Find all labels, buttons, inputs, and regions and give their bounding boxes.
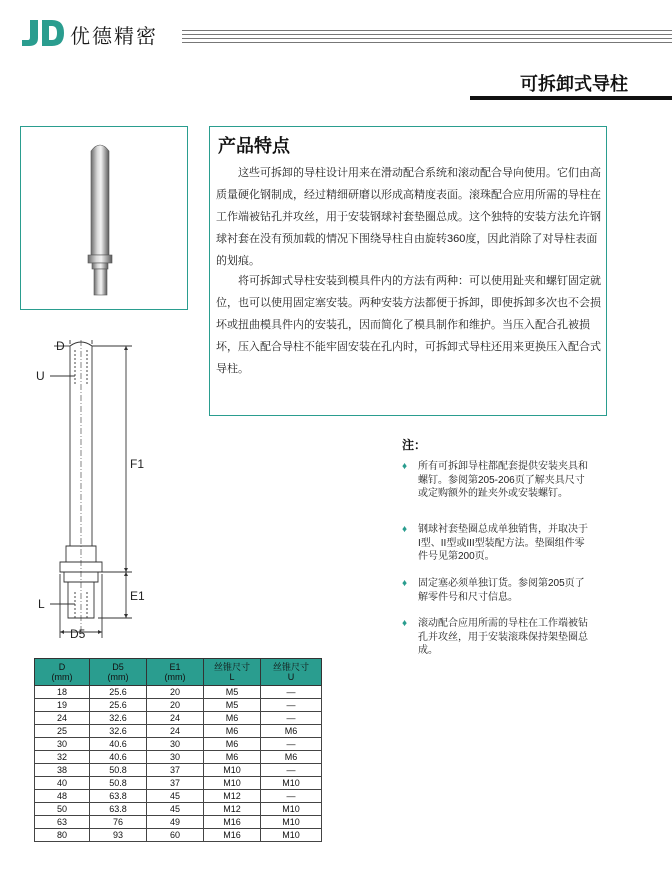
table-row (35, 790, 322, 803)
table-cell: 20 (147, 699, 204, 712)
label-u: U (36, 369, 45, 383)
table-cell: 60 (147, 829, 204, 842)
header-divider (182, 42, 672, 43)
column-header-tap-u: 丝锥尺寸 U (261, 659, 322, 686)
note-item: 滚动配合应用所需的导柱在工作端被钻孔并攻丝，用于安装滚珠保持架垫圈总成。 (418, 618, 588, 656)
features-heading: 产品特点 (218, 136, 290, 156)
diamond-bullet-icon: ♦ (402, 524, 408, 535)
table-cell: 32 (35, 751, 90, 764)
table-cell: M10 (204, 764, 261, 777)
table-cell: M16 (204, 829, 261, 842)
header-divider (182, 34, 672, 35)
table-cell: 63 (35, 816, 90, 829)
table-cell: M5 (204, 699, 261, 712)
table-cell: 76 (90, 816, 147, 829)
table-cell: 30 (147, 738, 204, 751)
table-cell: 20 (147, 686, 204, 699)
table-row (35, 816, 322, 829)
table-cell: 30 (147, 751, 204, 764)
title-underline (470, 96, 672, 100)
table-row (35, 686, 322, 699)
column-header-tap-l: 丝锥尺寸 L (204, 659, 261, 686)
table-cell: 24 (147, 725, 204, 738)
table-cell: 25 (35, 725, 90, 738)
table-row (35, 751, 322, 764)
table-row (35, 764, 322, 777)
features-paragraph-1: 这些可拆卸的导柱设计用来在滑动配合系统和滚动配合导向使用。它们由高质量硬化钢制成，经过精细研磨以形成高精度表面。滚珠配合应用所需的导柱在工作端被钻孔并攻丝，用于安装钢球衬套垫圈总成。这个独特的安装方法允许钢球衬套在没有预加载的情况下围绕导柱自由旋转360度，因此消除了对导柱表面的划痕。 (216, 167, 601, 267)
label-l: L (38, 597, 45, 611)
guide-pin-photo (21, 127, 187, 309)
table-cell: 45 (147, 803, 204, 816)
table-cell: — (261, 699, 322, 712)
table-cell: 40.6 (90, 738, 147, 751)
table-cell: M10 (261, 803, 322, 816)
table-cell: 45 (147, 790, 204, 803)
table-cell: M12 (204, 790, 261, 803)
table-cell: 50.8 (90, 764, 147, 777)
header-divider (182, 38, 672, 39)
table-cell: 40 (35, 777, 90, 790)
note-item: 固定塞必须单独订货。参阅第205页了解零件号和尺寸信息。 (418, 578, 585, 603)
table-cell: 24 (35, 712, 90, 725)
table-cell: 40.6 (90, 751, 147, 764)
label-e1: E1 (130, 589, 145, 603)
table-cell: 30 (35, 738, 90, 751)
table-cell: 25.6 (90, 699, 147, 712)
table-cell: 80 (35, 829, 90, 842)
jd-logo-icon (20, 18, 66, 48)
table-cell: 93 (90, 829, 147, 842)
dimension-drawing (20, 340, 160, 640)
table-cell: — (261, 686, 322, 699)
diamond-bullet-icon: ♦ (402, 578, 408, 589)
table-cell: 32.6 (90, 725, 147, 738)
label-d5: D5 (70, 627, 86, 640)
column-header-e1: E1 (mm) (147, 659, 204, 686)
header-divider (182, 30, 672, 31)
table-cell: 50 (35, 803, 90, 816)
page-title: 可拆卸式导柱 (520, 74, 628, 94)
table-cell: M6 (204, 738, 261, 751)
table-cell: — (261, 712, 322, 725)
notes-heading: 注： (402, 438, 427, 452)
table-row (35, 738, 322, 751)
table-cell: M10 (261, 816, 322, 829)
column-header-d: D (mm) (35, 659, 90, 686)
table-cell: M10 (204, 777, 261, 790)
table-cell: 18 (35, 686, 90, 699)
diamond-bullet-icon: ♦ (402, 618, 408, 629)
table-cell: 24 (147, 712, 204, 725)
diamond-bullet-icon: ♦ (402, 461, 408, 472)
table-cell: 37 (147, 764, 204, 777)
label-f1: F1 (130, 457, 145, 471)
table-cell: 38 (35, 764, 90, 777)
table-cell: M6 (204, 725, 261, 738)
spec-table (34, 658, 322, 842)
features-paragraph-2: 将可拆卸式导柱安装到模具件内的方法有两种：可以使用趾夹和螺钉固定就位，也可以使用固定塞安装。两种安装方法都便于拆卸，即使拆卸多次也不会损坏或扭曲模具件内的安装孔，因而简化了模具制作和维护。当压入配合孔被损坏，压入配合导柱不能牢固安装在孔内时，可拆卸式导柱还用来更换压入配合式导柱。 (216, 275, 601, 375)
brand-name: 优德精密 (70, 26, 158, 48)
table-cell: M12 (204, 803, 261, 816)
table-cell: 48 (35, 790, 90, 803)
table-cell: 37 (147, 777, 204, 790)
table-row (35, 725, 322, 738)
label-d: D (56, 340, 65, 353)
table-row (35, 699, 322, 712)
note-item: 钢球衬套垫圈总成单独销售，并取决于I型、II型或III型装配方法。垫圈组件零件号见第200页。 (418, 524, 588, 562)
table-cell: M10 (261, 777, 322, 790)
table-cell: M6 (204, 712, 261, 725)
table-row (35, 712, 322, 725)
table-cell: — (261, 738, 322, 751)
table-cell: 63.8 (90, 803, 147, 816)
column-header-d5: D5 (mm) (90, 659, 147, 686)
table-cell: 25.6 (90, 686, 147, 699)
product-photo-frame (20, 126, 188, 310)
table-row (35, 829, 322, 842)
table-cell: M6 (261, 751, 322, 764)
table-cell: 63.8 (90, 790, 147, 803)
table-cell: — (261, 790, 322, 803)
table-row (35, 777, 322, 790)
table-cell: M10 (261, 829, 322, 842)
table-cell: 32.6 (90, 712, 147, 725)
table-cell: — (261, 764, 322, 777)
table-cell: 19 (35, 699, 90, 712)
table-cell: M16 (204, 816, 261, 829)
table-body (35, 686, 322, 842)
table-cell: 49 (147, 816, 204, 829)
table-header-row (35, 659, 322, 686)
table-cell: M6 (261, 725, 322, 738)
table-cell: 50.8 (90, 777, 147, 790)
table-cell: M6 (204, 751, 261, 764)
table-cell: M5 (204, 686, 261, 699)
table-row (35, 803, 322, 816)
note-item: 所有可拆卸导柱都配套提供安装夹具和螺钉。参阅第205-206页了解夹具尺寸或定购额外的趾夹外或安装螺钉。 (418, 461, 588, 499)
